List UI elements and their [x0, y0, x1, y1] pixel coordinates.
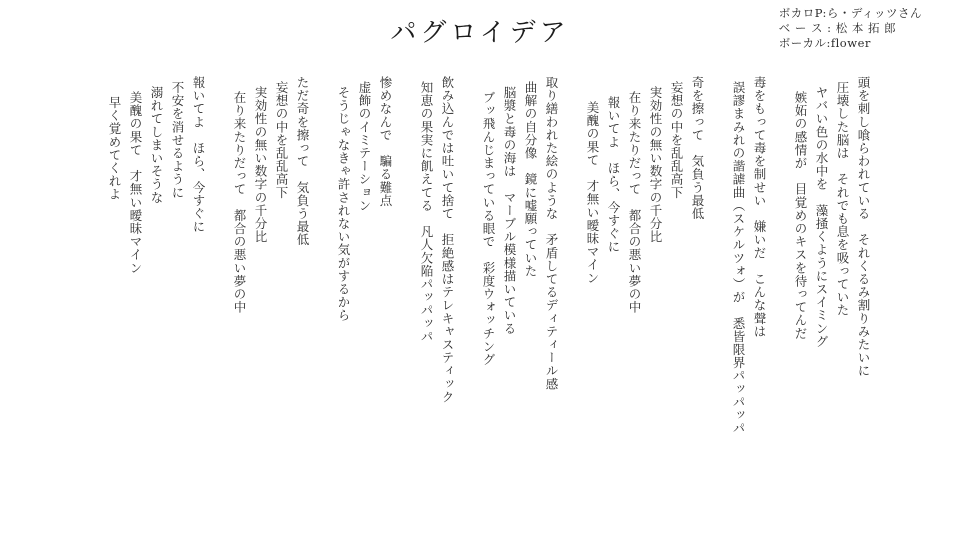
lyric-line: 曲解の自分像 鏡に嘘願っていた [523, 81, 538, 278]
lyric-line: 取り繕われた絵のような 矛盾してるディティール感 [544, 76, 559, 391]
song-title: パグロイデア [390, 18, 570, 48]
stanza [229, 76, 313, 528]
lyric-line: 実効性の無い数字の千分比 [253, 86, 268, 244]
lyric-line: 惨めなんで 騙る難点 [378, 76, 393, 207]
lyric-line: 奇を擦って 気負う最低 [690, 76, 705, 221]
lyric-line: 誤謬まみれの諧謔曲（スケルツォ）が 悉皆限界パッパッパ [731, 81, 746, 435]
lyric-line: ヤバい色の水中を 藻掻くようにスイミング [814, 86, 829, 348]
credit-vocal: ボーカル:flower [778, 35, 871, 50]
stanza [582, 76, 708, 528]
lyrics-body [104, 76, 874, 528]
lyric-line: 飲み込んでは吐いて捨て 拒絶感はテレキャスティック [440, 76, 455, 404]
stanza [790, 76, 874, 528]
credit-bass: ベ ー ス : 松 本 拓 郎 [778, 20, 897, 35]
lyric-line: 虚飾のイミテーション [357, 81, 372, 212]
lyric-line: 報いてよ ほら、今すぐに [606, 96, 621, 254]
lyric-line: 脳漿と毒の海は マーブル模様描いている [502, 86, 517, 335]
lyric-line: 妄想の中を乱乱高下 [669, 81, 684, 199]
lyric-line: ただ奇を擦って 気負う最低 [295, 76, 310, 247]
stanza [104, 76, 209, 528]
stanza [478, 76, 562, 528]
lyric-line: 妄想の中を乱乱高下 [274, 81, 289, 199]
lyric-line: 頭を刺し喰らわれている それくるみ割りみたいに [856, 76, 871, 378]
lyric-line: 在り来たりだって 都合の悪い夢の中 [627, 91, 642, 314]
lyric-line: ブッ飛んじまっている眼で 彩度ウォッチング [481, 91, 496, 367]
lyric-line: 毒をもって毒を制せい 嫌いだ こんな聲は [752, 76, 767, 338]
lyric-line: 美醜の果て 才無い曖昧マイン [128, 91, 143, 275]
lyric-line: 実効性の無い数字の千分比 [648, 86, 663, 244]
lyric-line: そうじゃなきゃ許されない気がするから [336, 86, 351, 322]
lyric-line: 知恵の果実に飢えてる 凡人欠陥パッパッパ [419, 81, 434, 343]
lyric-line: 圧壊した脳は それでも息を吸っていた [835, 81, 850, 317]
lyric-line: 報いてよ ほら、今すぐに [191, 76, 206, 234]
lyric-line: 早く覚めてくれよ [107, 96, 122, 201]
stanza [416, 76, 458, 528]
stanza [333, 76, 396, 528]
stanza [728, 76, 770, 528]
lyric-line: 嫉妬の感情が 目覚めのキスを待ってんだ [793, 91, 808, 340]
lyric-line: 溺れてしまいそうな [149, 86, 164, 204]
lyric-line: 在り来たりだって 都合の悪い夢の中 [232, 91, 247, 314]
lyric-line: 美醜の果て 才無い曖昧マイン [585, 101, 600, 285]
lyric-line: 不安を消せるように [170, 81, 185, 199]
credit-producer: ボカロP:ら・ディッツさん [778, 6, 922, 20]
